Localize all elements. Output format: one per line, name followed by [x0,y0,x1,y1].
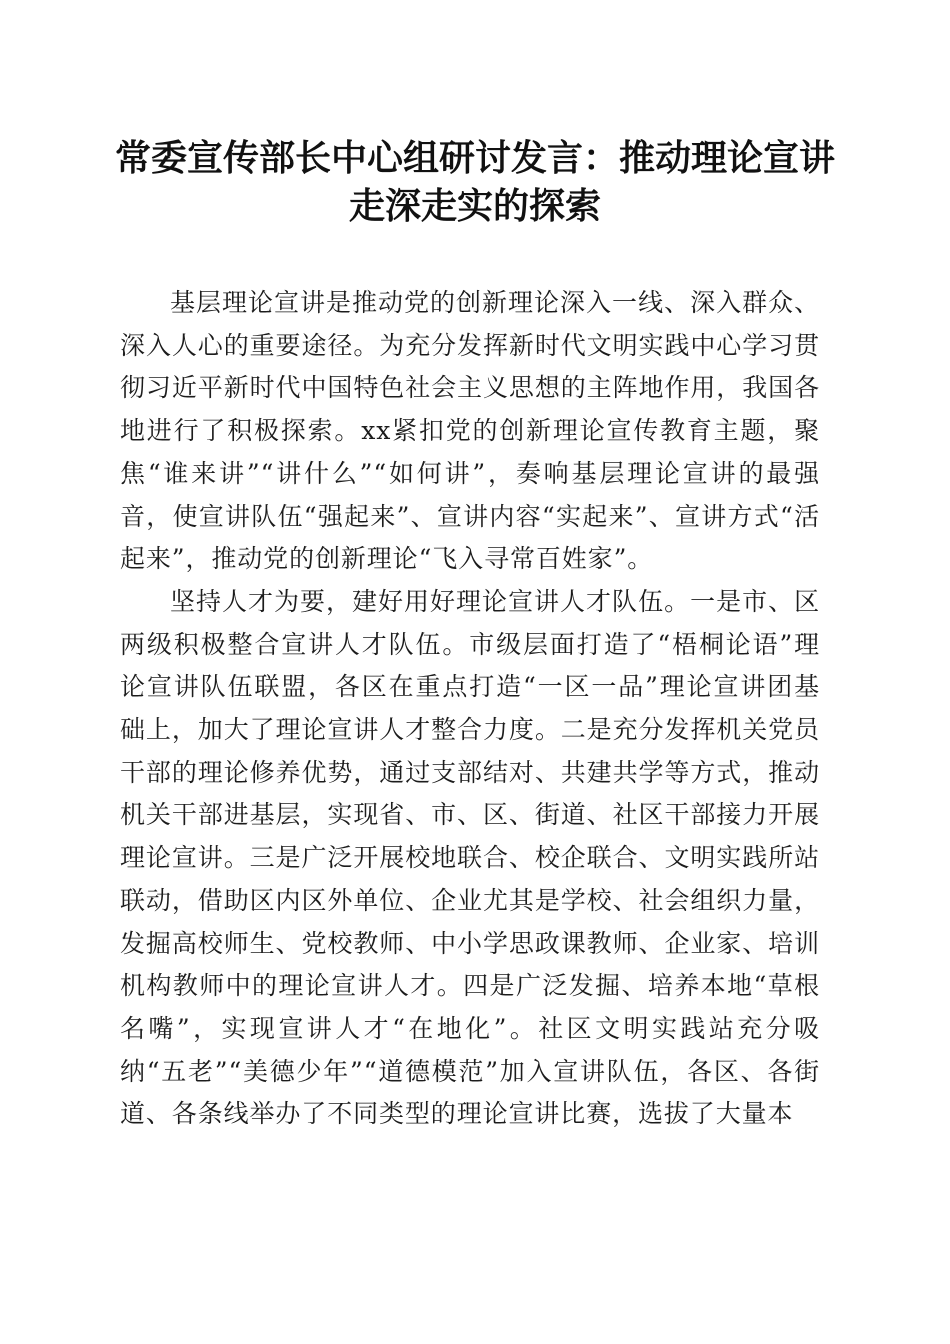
paragraph-1: 基层理论宣讲是推动党的创新理论深入一线、深入群众、深入人心的重要途径。为充分发挥新时代文明实践中心学习贯彻习近平新时代中国特色社会主义思想的主阵地作用，我国各地进行了积极探索。xx紧扣党的创新理论宣传教育主题，聚焦“谁来讲”“讲什么”“如何讲”，奏响基层理论宣讲的最强音，使宣讲队伍“强起来”、宣讲内容“实起来”、宣讲方式“活起来”，推动党的创新理论“飞入寻常百姓家”。 [120,288,820,574]
title-line-2: 走深走实的探索 [348,185,601,227]
paragraph-2: 坚持人才为要，建好用好理论宣讲人才队伍。一是市、区两级积极整合宣讲人才队伍。市级层面打造了“梧桐论语”理论宣讲队伍联盟，各区在重点打造“一区一品”理论宣讲团基础上，加大了理论宣讲人才整合力度。二是充分发挥机关党员干部的理论修养优势，通过支部结对、共建共学等方式，推动机关干部进基层，实现省、市、区、街道、社区干部接力开展理论宣讲。三是广泛开展校地联合、校企联合、文明实践所站联动，借助区内区外单位、企业尤其是学校、社会组织力量，发掘高校师生、党校教师、中小学思政课教师、企业家、培训机构教师中的理论宣讲人才。四是广泛发掘、培养本地“草根名嘴”，实现宣讲人才“在地化”。社区文明实践站充分吸纳“五老”“美德少年”“道德模范”加入宣讲队伍，各区、各街道、各条线举办了不同类型的理论宣讲比赛，选拔了大量本 [120,586,820,1129]
document-title [110,134,840,230]
title-line-1: 常委宣传部长中心组研讨发言：推动理论宣讲 [114,137,835,179]
document-body [120,282,820,1136]
